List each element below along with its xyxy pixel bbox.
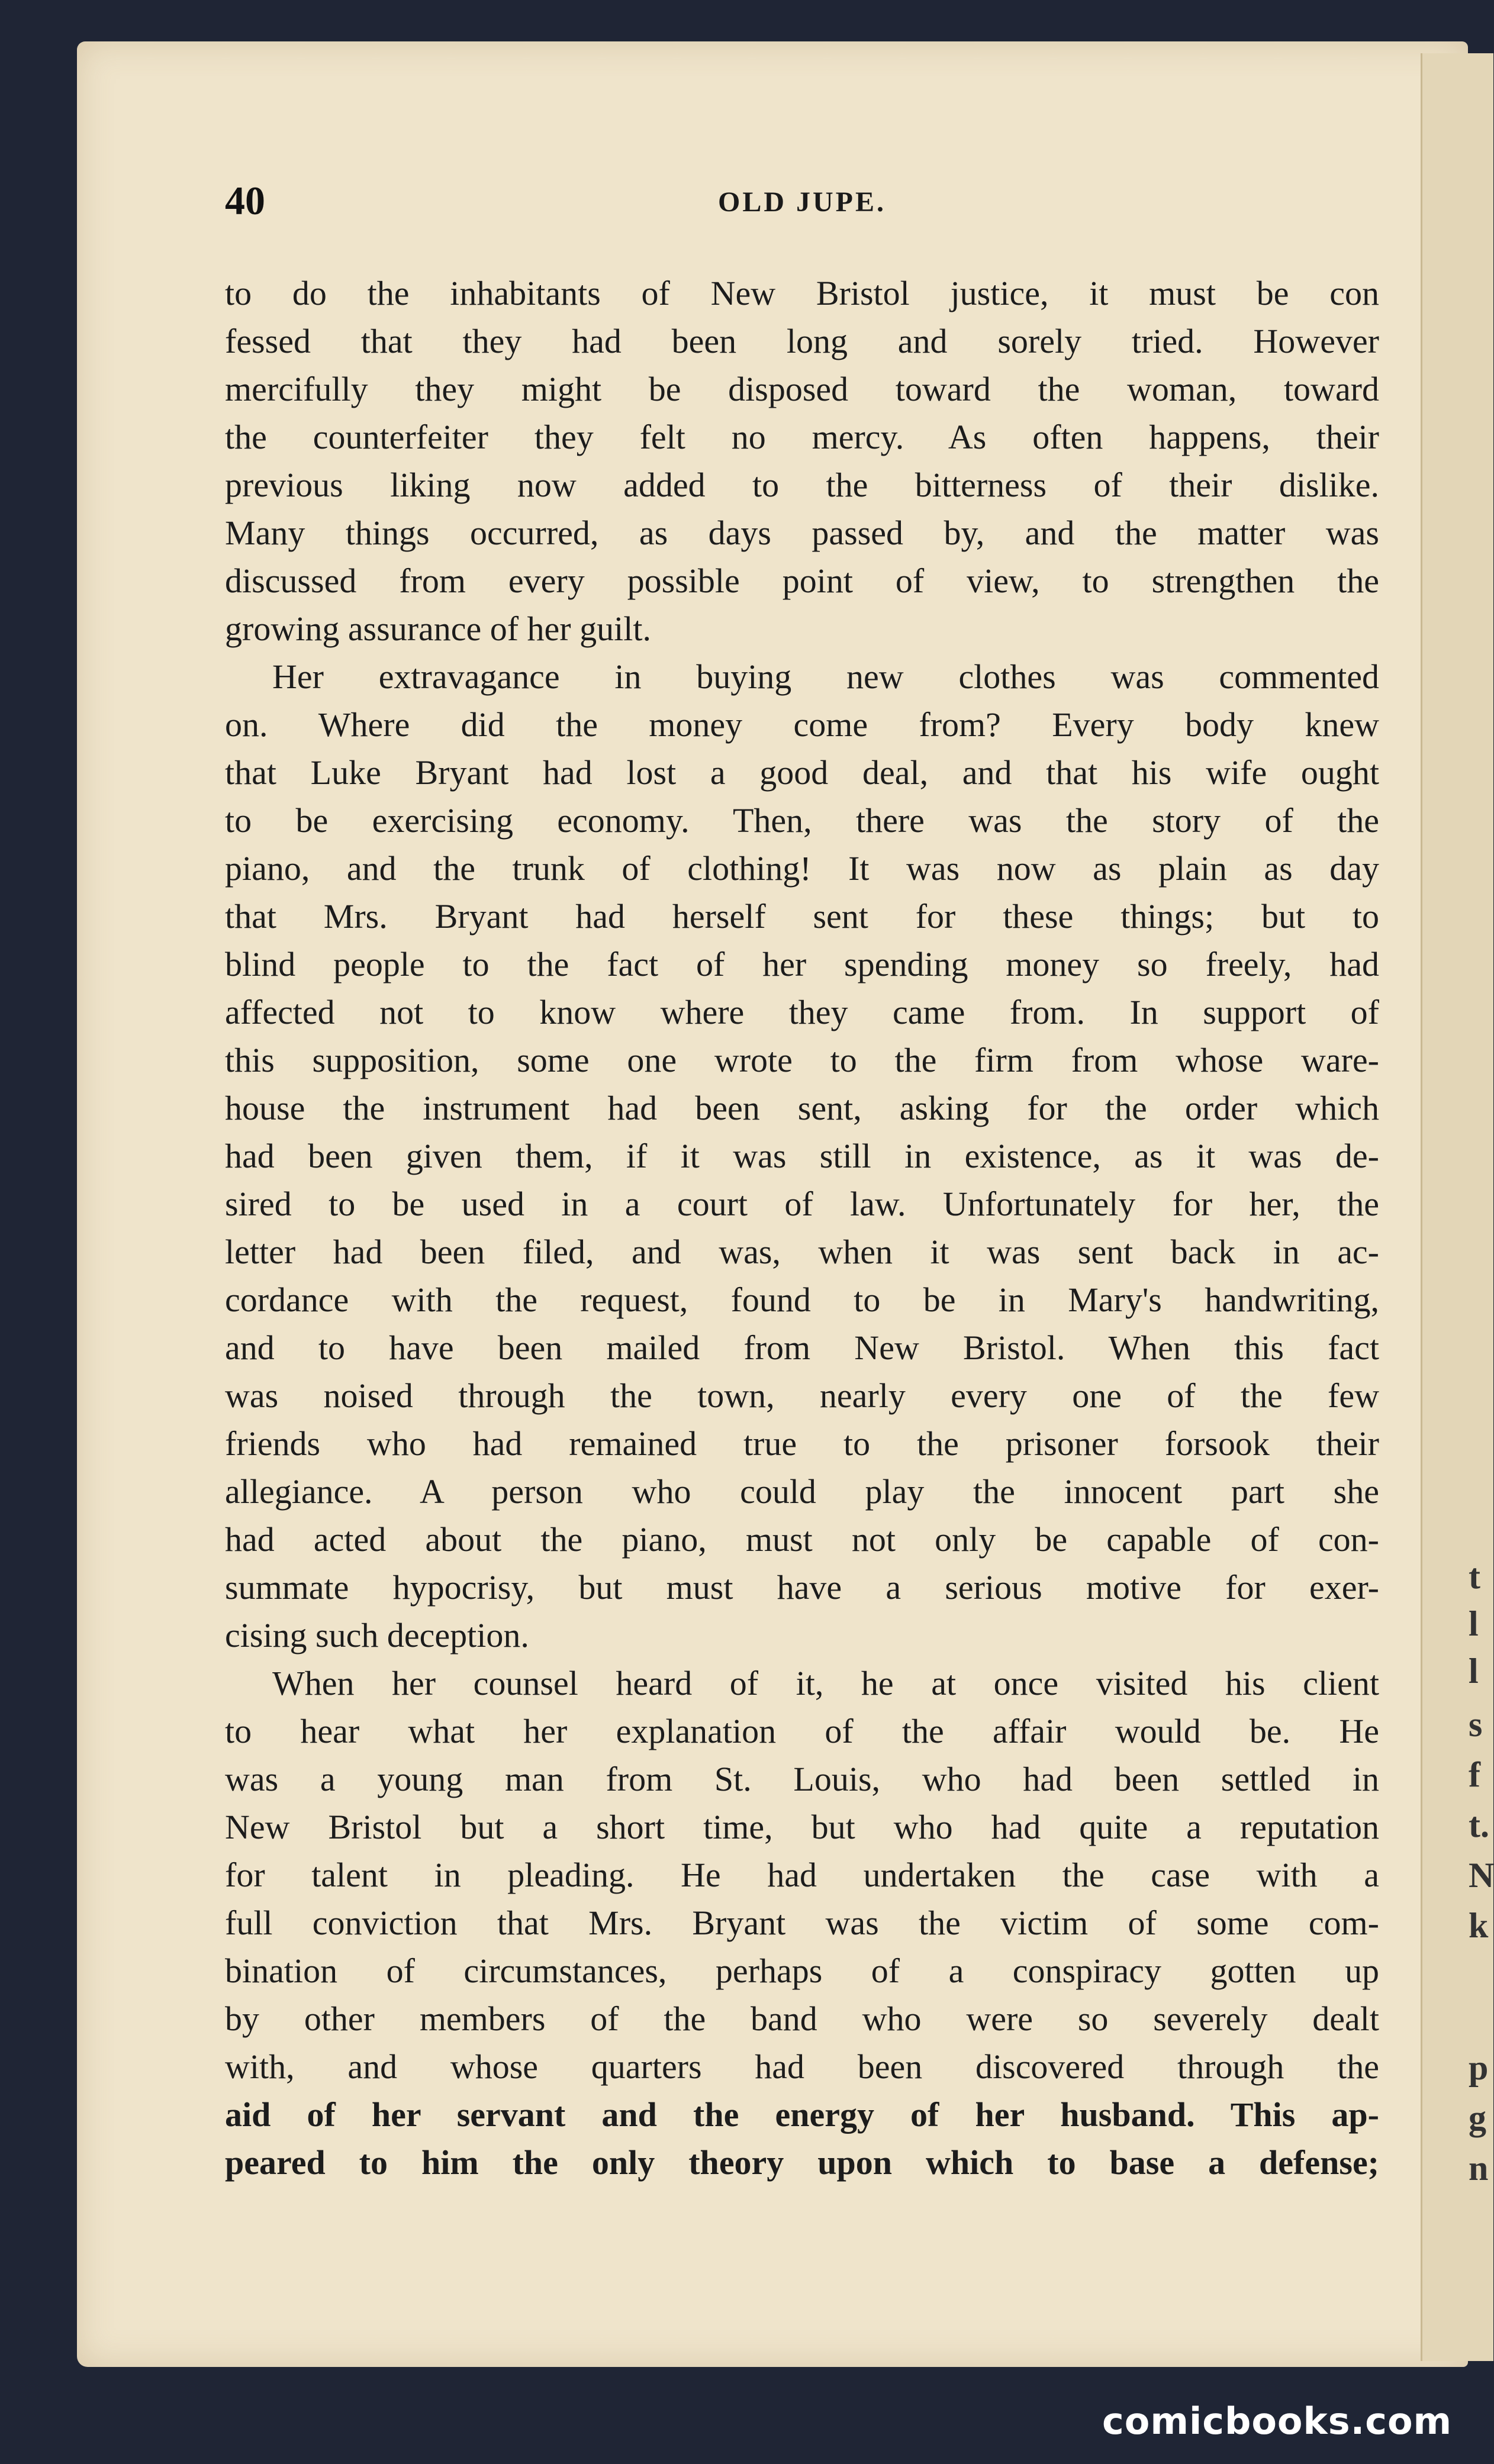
text-line: by other members of the band who were so severely dealt <box>225 1999 1379 2038</box>
text-line: cising such deception. <box>225 1616 529 1655</box>
text-line: was a young man from St. Louis, who had been settled in <box>225 1760 1379 1798</box>
body-text <box>225 269 1379 2186</box>
text-line: to be exercising economy. Then, there was the story of the <box>225 801 1379 840</box>
adjacent-page-letter: t <box>1469 1557 1480 1596</box>
text-line: had acted about the piano, must not only be capable of con- <box>225 1520 1379 1559</box>
text-line: friends who had remained true to the prisoner forsook their <box>225 1424 1379 1463</box>
site-watermark: comicbooks.com <box>1102 2400 1453 2443</box>
text-line: peared to him the only theory upon which to base a defense; <box>225 2143 1379 2182</box>
adjacent-page-letter: n <box>1469 2149 1489 2188</box>
text-line: piano, and the trunk of clothing! It was now as plain as day <box>225 849 1379 888</box>
adjacent-page-letter: l <box>1469 1652 1479 1691</box>
text-line: to hear what her explanation of the affair would be. He <box>225 1712 1379 1750</box>
text-line: fessed that they had been long and sorely tried. However <box>225 322 1379 360</box>
text-line: bination of circumstances, perhaps of a conspiracy gotten up <box>225 1952 1379 1990</box>
text-line: growing assurance of her guilt. <box>225 609 651 648</box>
text-line: had been given them, if it was still in existence, as it was de- <box>225 1137 1379 1175</box>
text-line: and to have been mailed from New Bristol. When this fact <box>225 1328 1379 1367</box>
text-line: on. Where did the money come from? Every body knew <box>225 705 1379 744</box>
page-number: 40 <box>225 178 265 223</box>
text-line: full conviction that Mrs. Bryant was the victim of some com- <box>225 1904 1379 1942</box>
text-line: allegiance. A person who could play the innocent part she <box>225 1472 1379 1511</box>
text-line: aid of her servant and the energy of her husband. This ap- <box>225 2095 1379 2134</box>
text-line: affected not to know where they came from. In support of <box>225 993 1379 1031</box>
text-line: the counterfeiter they felt no mercy. As often happens, their <box>225 418 1379 456</box>
adjacent-page-edge <box>1421 53 1493 2361</box>
text-line: with, and whose quarters had been discovered through the <box>225 2047 1379 2086</box>
adjacent-page-letter: f <box>1469 1755 1480 1794</box>
running-head: OLD JUPE. <box>717 186 886 218</box>
adjacent-page-letter: p <box>1469 2048 1489 2087</box>
text-line: letter had been filed, and was, when it was sent back in ac- <box>225 1233 1379 1271</box>
page-header <box>225 178 1379 225</box>
text-line: summate hypocrisy, but must have a serious motive for exer- <box>225 1568 1379 1607</box>
adjacent-page-letter: s <box>1469 1705 1483 1744</box>
text-line: cordance with the request, found to be in Mary's handwriting, <box>225 1281 1379 1319</box>
paragraph-start-line: When her counsel heard of it, he at once visited his client <box>272 1664 1379 1702</box>
text-line: discussed from every possible point of view, to strengthen the <box>225 562 1379 600</box>
adjacent-page-letter: N <box>1469 1856 1494 1895</box>
text-line: house the instrument had been sent, asking for the order which <box>225 1089 1379 1127</box>
text-line: was noised through the town, nearly every one of the few <box>225 1376 1379 1415</box>
text-line: New Bristol but a short time, but who had quite a reputation <box>225 1808 1379 1846</box>
text-line: that Luke Bryant had lost a good deal, and that his wife ought <box>225 753 1379 792</box>
text-line: blind people to the fact of her spending money so freely, had <box>225 945 1379 983</box>
text-line: to do the inhabitants of New Bristol justice, it must be con <box>225 274 1379 312</box>
adjacent-page-letter: t. <box>1469 1805 1489 1844</box>
adjacent-page-letter: k <box>1469 1906 1489 1945</box>
adjacent-page-letter: g <box>1469 2098 1486 2137</box>
text-line: Many things occurred, as days passed by, and the matter was <box>225 514 1379 552</box>
text-line: previous liking now added to the bitterness of their dislike. <box>225 466 1379 504</box>
text-line: sired to be used in a court of law. Unfortunately for her, the <box>225 1185 1379 1223</box>
text-line: for talent in pleading. He had undertaken the case with a <box>225 1856 1379 1894</box>
adjacent-page-letter: l <box>1469 1604 1479 1643</box>
text-line: that Mrs. Bryant had herself sent for these things; but to <box>225 897 1379 936</box>
text-line: this supposition, some one wrote to the firm from whose ware- <box>225 1041 1379 1079</box>
text-line: mercifully they might be disposed toward the woman, toward <box>225 370 1379 408</box>
paragraph-start-line: Her extravagance in buying new clothes was commented <box>272 657 1379 696</box>
